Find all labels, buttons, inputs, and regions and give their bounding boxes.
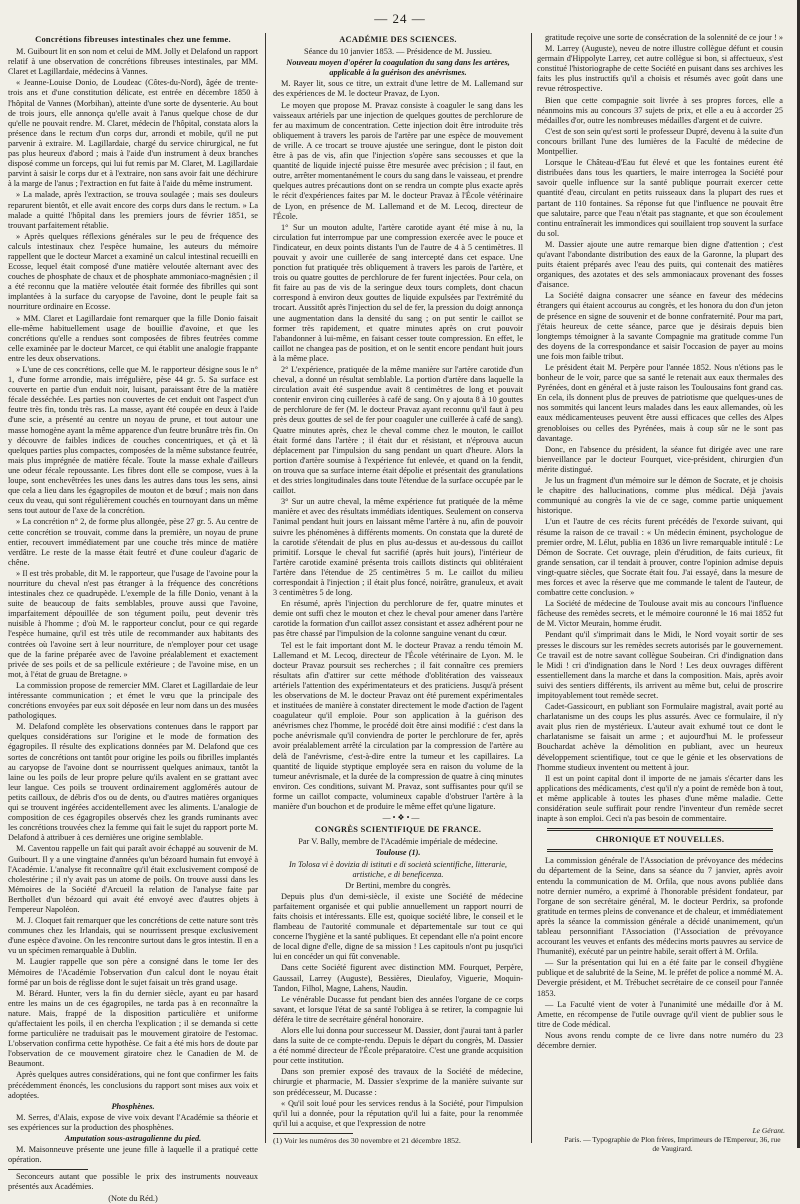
paragraph: » MM. Claret et Lagillardaie font remarquer que la fille Donio faisait elle-même habituellement usage de bouillie d'avoine, et que les concrétions qu'elle a rendues sont composées de fibres feutrées comme celle examinée par le docteur Marcet, ce qui établit une analogie frappante entre les deux observations. [8, 313, 258, 363]
paragraph: L'un et l'autre de ces récits furent précédés de l'exorde suivant, qui résume la raison de ce travail : « Un médecin éminent, psychologue de premier ordre, M. Lélut, publia en 1836 un livre remarquable intitulé : Le Démon de Socrate. Cet ouvrage, plein d'érudition, de faits curieux, fit grande sensation, car il tendait à prouver, contre l'opinion admise depuis vingt-quatre siècles, que Socrate était fou. J'ai essayé, dans la mesure de mes forces et avec la réserve que me commande le talent de l'auteur, de combattre cette conclusion. » [537, 517, 783, 598]
paragraph: La commission générale de l'Association de prévoyance des médecins du département de la Seine, dans sa séance du 7 janvier, après avoir entendu la communication de M. Orfila, que nous avons publiée dans notre dernier numéro, a exprimé à l'honorable président fondateur, par l'organe de son secrétaire général, M. le docteur Perdrix, sa profonde gratitude en termes pleins de convenance et de chaleur, et immédiatement après la séance la commission générale a décidé unanimement, qu'un tableau personnifiant l'Association (l'Association de prévoyance accourant les veuves et enfants des médecins morts pauvres au service de l'humanité), exécuté par un peintre habile, serait offert à M. Orfila. [537, 856, 783, 957]
column-divider [265, 33, 266, 1143]
editor-note: Seconceurs autant que possible le prix des instruments nouveaux présentés aux Académies. [8, 1172, 258, 1192]
paragraph: Dans son premier exposé des travaux de la Société de médecine, chirurgie et pharmacie, M. Dassier s'exprime de la manière suivante sur son prédécesseur, M. Ducasse : [273, 1067, 523, 1097]
paragraph: 2° L'expérience, pratiquée de la même manière sur l'artère carotide d'un cheval, a donné un résultat semblable. La portion d'artère dans laquelle la circulation avait été suspendue avait 8 centimètres de long et pouvait contenir environ cinq cuillerées à café de sang. On y ajouta 8 à 10 gouttes de perchlorure de fer (M. le docteur Pravaz ayant reconnu qu'il faut à peu près deux gouttes de sel de fer pour coaguler une cuillerée à café de sang). Quatre minutes après, chez le cheval comme chez le mouton, le caillot était formé dans l'artère ; il était dur et résistant, et n'éprouva aucun déplacement par l'impulsion du sang pendant un quart d'heure. Alors la portion d'artère soumise à l'expérience fut enlevée, et quand on la fendit, on trouva que sa surface interne était dépolie et présentait des granulations et des stries longitudinales dans toute l'étendue de la surface occupée par le caillot. [273, 365, 523, 496]
paragraph: Depuis plus d'un demi-siècle, il existe une Société de médecine parfaitement organisée et qui publie annuellement un rapport nourri de faits choisis et intéressants. Elle est, quoique société libre, le conseil et le flambeau de l'autorité communale et départementale sur tout ce qui concerne l'hygiène et la santé publiques. Et cependant elle n'a point encore de local digne d'elle, digne de sa mission ! Les capitouls n'ont pu jusqu'ici lui en concéder un qui fût convenable. [273, 891, 523, 962]
section-heading: CHRONIQUE ET NOUVELLES. [595, 835, 725, 845]
footnote-rule [273, 1133, 353, 1134]
paragraph: M. Bérard. Hunter, vers la fin du dernier siècle, ayant eu par hasard entre les mains un de ces égagropiles, ne tarda pas à en reconnaître la nature. Mais, frappé de la disposition particulière et uniforme qu'affectaient les poils, il en chercha l'explication ; il se demanda si cette forme particulière ne traduisait pas le mouvement giratoire de l'estomac. L'observation confirma cette hypothèse. Ce fait a été mis hors de doute par l'observation de ce mouvement giratoire chez le Canadien de M. de Beaumont. [8, 988, 258, 1069]
paragraph: Je lus un fragment d'un mémoire sur le démon de Socrate, et je choisis le chapitre des hallucinations, comme plus médical. Déjà j'avais communiqué au congrès la vie de ce sage, comme partie uniquement historique. [537, 476, 783, 516]
paragraph: En résumé, après l'injection du perchlorure de fer, quatre minutes et demie ont suffi chez le mouton et chez le cheval pour amener dans l'artère carotide la formation d'un caillot assez consistant et assez adhérent pour ne pas être chassé par l'impulsion de la colonne sanguine venant du cœur. [273, 599, 523, 639]
author-line: Par V. Bally, membre de l'Académie impériale de médecine. [298, 837, 498, 847]
paragraph: « Qu'il soit loué pour les services rendus à la Société, pour l'impulsion qu'il lui a donnée, pour la réputation qu'il lui a faite, pour la renommée qu'il lui a acquise, et que l'expression de notre [273, 1098, 523, 1128]
paragraph: M. Rayer lit, sous ce titre, un extrait d'une lettre de M. Lallemand sur des expériences de M. le docteur Pravaz, de Lyon. [273, 79, 523, 99]
column-divider [531, 33, 532, 1143]
paragraph: Le président était M. Perpère pour l'année 1852. Nous n'étions pas le bonheur de le voir, parce que sa santé le retenait aux eaux thermales des Pyrénées, dont en général et à juste raison les Toulousains font grand cas. En cela, ils donnent plus de preuves de patriotisme que quelques-unes de nos sommités qui lancent leurs malades dans les eaux allemandes, où les eaux médicamenteuses peuvent être aussi efficaces que celles des Alpes grenobloises ou celles des Pyrénées, mais à coup sûr ne le sont pas davantage. [537, 363, 783, 443]
section-heading: Concrétions fibreuses intestinales chez une femme. [35, 35, 231, 44]
paragraph: Après quelques autres considérations, qui ne font que confirmer les faits précédemment énoncés, les conclusions du rapport sont mises aux voix et adoptées. [8, 1070, 258, 1100]
subsection-heading: Toulouse (1). [375, 848, 421, 858]
paragraph: M. Caventou rappelle un fait qui paraît avoir échappé au souvenir de M. Guibourt. Il y a une vingtaine d'années qu'un bézoard humain fut envoyé à l'Académie. L'analyse fit reconnaître qu'il était exclusivement composé de cholestérine ; il n'y avait pas un atome de poils. On trouve aussi dans les Mémoires de la Société d'Arcueil la relation de l'analyse faite par Berthollet d'un bézoard qui avait été envoyé avec d'autres objets à l'empereur Napoléon. [8, 844, 258, 914]
paragraph: M. Maisonneuve présente une jeune fille à laquelle il a pratiqué cette opération. [8, 1145, 258, 1165]
session-line: Séance du 10 janvier 1853. — Présidence de M. Jussieu. [303, 47, 493, 57]
paragraph: Bien que cette compagnie soit livrée à ses propres forces, elle a néanmoins mis au concours 37 sujets de prix, et elle a eu à accorder 25 médailles d'or, outre les nombreuses médailles d'argent et de cuivre. [537, 95, 783, 125]
paragraph: Lorsque le Château-d'Eau fut élevé et que les fontaines eurent été distribuées dans tous les quartiers, le maire interrogea la Société pour savoir quelle influence sur la santé publique pourrait exercer cette quantité d'eau, circulant en petits ruisseaux dans la plupart des rues et partant de 110 fontaines. Sa réponse fut que l'influence ne pouvait être que salutaire, parce que l'eau n'était pas stagnante, et que son écoulement continu entraînerait les immondices qui souillaient trop souvent la surface du sol. [537, 158, 783, 238]
column-middle [273, 33, 523, 1145]
paragraph: » L'une de ces concrétions, celle que M. le rapporteur désigne sous le n° 1, d'une forme arrondie, mais irrégulière, pèse 44 gr. 5. Sa surface est couverte en partie d'un enduit noir, luisant, paraissant être de la matière fécale desséchée. Les parties non couvertes de cet enduit ont l'aspect d'un feutre très fin, tondu très ras. La masse, ayant été coupée en deux à l'aide d'une scie, a présenté au centre un noyau de prune, et tout autour une masse homogène ayant la même apparence d'un feutre brunâtre très fin. On y découvre de faibles indices de couches concentriques, et çà et là quelques parties plus compactes, composées de la même substance feutrée, mais plus imprégnée de matière fécale. Toute la masse exhale d'ailleurs une odeur fécale repoussante. Les fibres dont elle se compose, vues à la loupe, sont enchevêtrées les unes dans les autres dans tous les sens, ainsi que cela a lieu dans les égagropiles de mouton et de bœuf ; mais non dans ceux du veau, qui sont régulièrement couchés en tournoyant dans un même sens tout autour de l'axe de la concrétion. [8, 365, 258, 516]
paragraph: » Il est très probable, dit M. le rapporteur, que l'usage de l'avoine pour la nourriture du cheval n'est pas étranger à la fréquence des concrétions intestinales chez ce quadrupède. L'exemple de la fille Donio, venant à la suite de beaucoup de faits semblables, prouve aussi que l'avoine, imparfaitement dépouillée de son tégument poilu, peut devenir très nuisible à l'homme ; d'où M. le rapporteur conclut, pour ce qui regarde l'espèce humaine, qu'il est très utile de recommander aux habitants des contrées où l'avoine sert à leur nourriture, de n'employer pour cet usage que de la farine préparée avec de l'avoine préalablement et exactement privée de ses poils et de sa pellicule extérieure ; de l'avoine mise, en un mot, à l'état de gruau de Bretagne. » [8, 568, 258, 679]
subsection-heading: Nouveau moyen d'opérer la coagulation du sang dans les artères, applicable à la guérison des anévrismes. [286, 58, 510, 78]
paragraph: C'est de son sein qu'est sorti le professeur Dupré, devenu à la suite d'un concours brillant l'une des lumières de la Faculté de médecine de Montpellier. [537, 126, 783, 157]
paragraph: M. Delafond complète les observations contenues dans le rapport par quelques considérations sur l'origine et le mode de formation des égagropiles. Il résulte des explications données par M. Delafond que ces sortes de concrétions ont tantôt pour origine les poils ou fibrilles implantés au caryopse de l'avoine dont se nourrissent quelques animaux, tantôt la laine ou les poils de leur propre pelure qu'ils avalent en se grattant avec leur langue. Ces poils se trouvent ordinairement agglomérés autour de petits cailloux, de débris d'os ou de dents, ou d'autres matières organiques qui se trouvent ingérées accidentellement avec les aliments. L'analogie de composition de ces égagropiles observés chez les grands ruminants avec les concrétions trouvées chez la femme qui fait le sujet du rapport porte M. Delafond à attribuer à ces dernières une origine semblable. [8, 722, 258, 843]
paragraph: M. Laugier rappelle que son père a consigné dans le tome Ier des Mémoires de l'Académie l'observation d'un calcul dont le noyau était formé par un bois de réglisse dont le sujet faisait un très grand usage. [8, 957, 258, 987]
gerant-signature: Le Gérant. [752, 1126, 785, 1135]
rule [8, 1169, 88, 1170]
paragraph: La Société de médecine de Toulouse avait mis au concours l'influence fâcheuse des remèdes secrets, et le mémoire couronné le 16 mai 1852 fut de M. Victor Meurain, homme érudit. [537, 599, 783, 629]
section-rule [547, 828, 773, 831]
paragraph: » Après quelques réflexions générales sur le peu de fréquence des calculs intestinaux chez l'espèce humaine, les auteurs du mémoire rappellent que le docteur Marcet a examiné un calcul intestinal recueilli en Ecosse, lequel était composé d'une matière veloutée alternant avec des couches de phosphate de chaux et de phosphate ammoniaco-magnésien ; il a été reconnu que la matière veloutée était formée des fibrilles qui sont implantées à la surface du caryopse de l'avoine, dont le peuple fait sa nourriture ordinaire en Ecosse. [8, 231, 258, 312]
column-right [537, 33, 783, 1125]
paragraph: M. Guibourt lit en son nom et celui de MM. Jolly et Delafond un rapport relatif à une observation de concrétions fibreuses intestinales, par MM. Claret et Lagillardaie, médecins à Vannes. [8, 47, 258, 77]
paragraph: Dans cette Société figurent avec distinction MM. Fourquet, Perpère, Gaussail, Larrey (Auguste), Bessières, Dieulafoy, Viguerie, Moquin-Tandon, Filhol, Magne, Lahens, Naudin. [273, 963, 523, 993]
subsection-heading: Amputation sous-astragalienne du pied. [64, 1134, 202, 1144]
paragraph: « Jeanne-Louise Donio, de Loudeac (Côtes-du-Nord), âgée de trente-trois ans et d'une constitution délicate, est entrée en décembre 1850 à l'hôpital de Vannes (Morbihan), atteinte d'une sorte de dysenterie. Au bout de trois jours, elle annonça qu'elle avait à l'anus quelque chose de dur qu'elle ne pouvait rendre. M. Claret, médecin de l'hôpital, constata alors la présence dans le rectum d'un corps dur, arrondi et mobile, qu'il ne put parvenir à extraire. M. Lagillardaie, chargé du service chirurgical, ne fut pas plus heureux d'abord ; mais à l'aide d'un instrument à deux branches disposé comme un forceps, qui lui fut remis par M. Claret, M. Lagillardaie parvint à saisir le corps dur et à l'extraire, non sans avoir fait une déchirure à la marge de l'anus ; l'extraction en fut faite à l'aide du même instrument. [8, 78, 258, 189]
epigraph: In Tolosa vi è dovizia di istituti e di società scientifiche, litterarie, artistiche, e di beneficenza. [289, 859, 507, 879]
paragraph: » La malade, après l'extraction, se trouva soulagée ; mais ses douleurs reparurent bientôt, et elle avait encore des corps durs dans le rectum. » La malade a quitté l'hôpital dans les premiers jours de février 1851, se trouvant parfaitement rétablie. [8, 190, 258, 230]
paragraph: M. Serres, d'Alais, expose de vive voix devant l'Académie sa théorie et ses expériences sur la production des phosphènes. [8, 1112, 258, 1132]
paragraph: Le moyen que propose M. Pravaz consiste à coaguler le sang dans les vaisseaux artériels par une injection de quelques gouttes de perchlorure de fer au maximum de concentration. Cette injection doit être introduite très obliquement à travers les parois de l'artère par une espèce de mouvement de vrille. A ce trocart se trouve ajustée une seringue, dont le piston doit être à pas de vis, afin que l'injection s'opère sans secousses et que la quantité de liquide injecté puisse être mesurée avec précision ; il faut, en outre, arrêter momentanément le cours du sang dans le vaisseau, et prendre quelques autres précautions dont on se rendra un compte plus exacte après le récit d'expériences faites par M. le docteur Pravaz à l'École vétérinaire de Lyon, en présence de M. Lallemand et de M. Lecoq, directeur de l'École. [273, 100, 523, 221]
paragraph: Il est un point capital dont il importe de ne jamais s'écarter dans les applications des médicaments, c'est qu'il n'y a point de remède bon à tout, et même applicable à toutes les phases d'une même maladie. Cette considération seule suffirait pour rendre l'inventeur d'un remède secret inapte à son emploi. Ceci n'a pas besoin de commentaire. [537, 773, 783, 824]
section-rule [547, 849, 773, 852]
section-heading: ACADÉMIE DES SCIENCES. [339, 35, 457, 44]
paragraph: Pendant qu'il s'imprimait dans le Midi, le Nord voyait sortir de ses presses le discours sur les remèdes secrets autorisés par le gouvernement. Ce travail est de notre savant collègue Soubeiran. Cri d'indignation dans le Midi ! cri d'indignation dans le Nord ! Les deux ouvrages diffèrent essentiellement dans la marche et dans la composition. Mais, après avoir suivi des sentiers différents, ils arrivent au même but, celui de proscrire impitoyablement tout remède secret. [537, 630, 783, 700]
paragraph: M. Dassier ajoute une autre remarque bien digne d'attention ; c'est qu'avant l'abondante distribution des eaux de la Garonne, la plupart des puits étaient préparés avec l'eau des puits, qui contenait des matières organiques, des azotates et des sels ammoniacaux provenant des fosses d'aisance. [537, 239, 783, 290]
paragraph: 3° Sur un autre cheval, la même expérience fut pratiquée de la même manière et avec des résultats immédiats identiques. Seulement on conserva l'animal pendant huit jours en laissant même l'artère à nu, afin de pouvoir suivre les phénomènes à différents moments. On constata que la dureté de la carotide s'étendait de plus en plus au-dessus et au-dessous du caillot primitif. Lorsque le cheval fut sacrifié (après huit jours), l'intérieur de l'artère carotide examiné présenta trois caillots distincts qui oblitéraient l'artère dans l'étendue de 25 centimètres 5 m. Le caillot du milieu correspondait à l'injection ; il était plus foncé, noirâtre, granuleux, et avait 3 centimètres 5 de long. [273, 497, 523, 598]
column-left [8, 33, 258, 1203]
paragraph: La Société daigna consacrer une séance en faveur des médecins étrangers qui étaient accourus au congrès, et les honora du don d'un jeton de présence en signe de souvenir et de bonne confraternité. Pour ma part, j'étais heureux de cette séance, parce que je désirais depuis bien longtemps témoigner à la savante Compagnie ma gratitude comme l'un des doyens de la correspondance et saisir l'occasion de payer au moins une fois mon faible tribut. [537, 291, 783, 361]
paragraph: Donc, en l'absence du président, la séance fut dirigée avec une rare bienveillance par le docteur Fourquet, vice-président, chirurgien d'un mérite distingué. [537, 444, 783, 474]
paragraph: Alors elle lui donna pour successeur M. Dassier, dont j'aurai tant à parler dans la suite de ce compte-rendu. Depuis le départ du congrès, M. Dassier a été nommé directeur de l'École préparatoire. C'est une grande acquisition pour cette institution. [273, 1026, 523, 1066]
paragraph: gratitude reçoive une sorte de consécration de la solennité de ce jour ! » [545, 33, 783, 42]
paragraph: » La concrétion n° 2, de forme plus allongée, pèse 27 gr. 5. Au centre de cette concrétion se trouvait, comme dans la première, un noyau de prune entier, recouvert immédiatement par une couche très mince de matière verdâtre. Le reste de la masse était feutré et d'une couleur d'agaric de chêne. [8, 517, 258, 567]
ornament-divider: —•❖•— [382, 813, 422, 823]
paragraph: M. Larrey (Auguste), neveu de notre illustre collègue défunt et cousin germain d'Hippolyte Larrey, cet autre collègue si bon, si affectueux, s'est constitué l'historiographe de cette Société en puisant dans ses archives les faits les plus instructifs qu'il a choisis et résumés avec goût dans une revue rétrospective. [537, 44, 783, 94]
paragraph: Le vénérable Ducasse fut pendant bien des années l'organe de ce corps savant, et lorsque l'état de sa santé l'obligea à se retirer, la compagnie lui déféra le titre de secrétaire général honoraire. [273, 994, 523, 1024]
editor-note-signature: (Note du Réd.) [108, 1193, 158, 1203]
section-heading: CONGRÈS SCIENTIFIQUE DE FRANCE. [314, 825, 482, 835]
paragraph: M. J. Cloquet fait remarquer que les concrétions de cette nature sont très communes chez les Irlandais, qui se nourrissent presque exclusivement d'une espèce d'avoine. On les rencontre surtout dans le gros intestin. Il en a vu un spécimen remarquable à Dublin. [8, 916, 258, 956]
paragraph: Nous avons rendu compte de ce livre dans notre numéro du 23 décembre dernier. [537, 1030, 783, 1050]
paragraph: La commission propose de remercier MM. Claret et Lagillardaie de leur intéressante communication ; et émet le vœu que la principale des concrétions envoyées par eux soit déposée en leur nom dans un des musées pathologiques. [8, 680, 258, 721]
page-number: — 24 — [374, 11, 426, 26]
paragraph: — La Faculté vient de voter à l'unanimité une médaille d'or à M. Amette, en récompense de l'utile ouvrage qu'il vient de publier sous le titre de Code médical. [537, 999, 783, 1029]
paragraph: Cadet-Gassicourt, en publiant son Formulaire magistral, avait porté au charlatanisme un des coups les plus assurés. Avec ce formulaire, il n'y avait plus rien de mystérieux. L'auteur avait exhumé tout ce dont le charlatanisme se faisait un arme ; et aujourd'hui M. le professeur Bouchardat achève la démolition en publiant, avec un heureux développement scientifique, tout ce que le génie et les observations de l'homme studieux inventent ou mettent à jour. [537, 702, 783, 772]
paragraph: 1° Sur un mouton adulte, l'artère carotide ayant été mise à nu, la circulation fut interrompue par une compression exercée avec le pouce et l'indicateur, en deux points distants l'un de l'autre de 4 à 5 centimètres. Il pouvait y avoir une cuillerée de sang intercepté dans cet espace. Une ponction fut pratiquée très obliquement à travers les parois de l'artère, et trois ou quatre gouttes de perchlorure de fer furent injectées. Pour cela, on fit faire au pas de vis de la seringue deux tours complets, dont chacun correspond à environ deux gouttes de liquide expulsées par l'extrémité du trocart. Aussitôt après l'injection du sel de fer, la pression du doigt annonça une augmentation dans la densité du sang ; on put sentir le caillot se former très rapidement, et quatre minutes après on crut pouvoir l'abandonner à lui-même, en faisant cesser toute compression. En effet, le caillot ne changea pas de position, et on le sentit encore pendant huit jours à la même place. [273, 222, 523, 363]
paragraph: Tel est le fait important dont M. le docteur Pravaz a rendu témoin M. Lallemand et M. Lecoq, directeur de l'École vétérinaire de Lyon. M. le docteur Pravaz poursuit ses recherches ; il fait connaître ces premiers résultats afin d'attirer sur cette méthode d'oblitération des vaisseaux artériels l'attention des expérimentateurs et des praticiens. Jusqu'à présent les observations de M. le docteur Pravaz ont été purement expérimentales et instituées de manière à constater directement le mode d'action de l'agent coagulateur qu'il emploie. Pour son application à la guérison des anévrismes chez l'homme, le procédé doit être ainsi modifié : c'est dans la poche anévrismale qu'il conviendra de porter le perchlorure de fer, après avoir préalablement arrêté la circulation par la compression de l'artère au delà de l'anévrisme, c'est-à-dire entre la tumeur et les capillaires. La quantité de liquide styptique employée sera en raison du volume de la tumeur anévrismale, et la durée de la compression de quatre à cinq minutes environ. Ces conditions, suivant M. Pravaz, sont suffisantes pour qu'il se forme un caillot compacte, volumineux capable d'obstruer l'artère à la manière d'un bouchon et de produire le même effet qu'une ligature. [273, 640, 523, 812]
paragraph: — Sur la présentation qui lui en a été faite par le conseil d'hygiène publique et de salubrité de la Seine, M. le préfet de police a nommé M. A. Devergie président, et M. Trébuchet secrétaire de ce conseil pour l'année 1853. [537, 958, 783, 998]
printer-imprint: Paris. — Typographie de Plon frères, Imprimeurs de l'Empereur, 36, rue de Vaugirard. [564, 1135, 781, 1153]
imprint-block [560, 1126, 785, 1153]
epigraph-attribution: Dr Bertini, membre du congrès. [345, 880, 451, 890]
subsection-heading: Phosphènes. [111, 1101, 155, 1111]
footnote: (1) Voir les numéros des 30 novembre et 21 décembre 1852. [273, 1135, 461, 1145]
